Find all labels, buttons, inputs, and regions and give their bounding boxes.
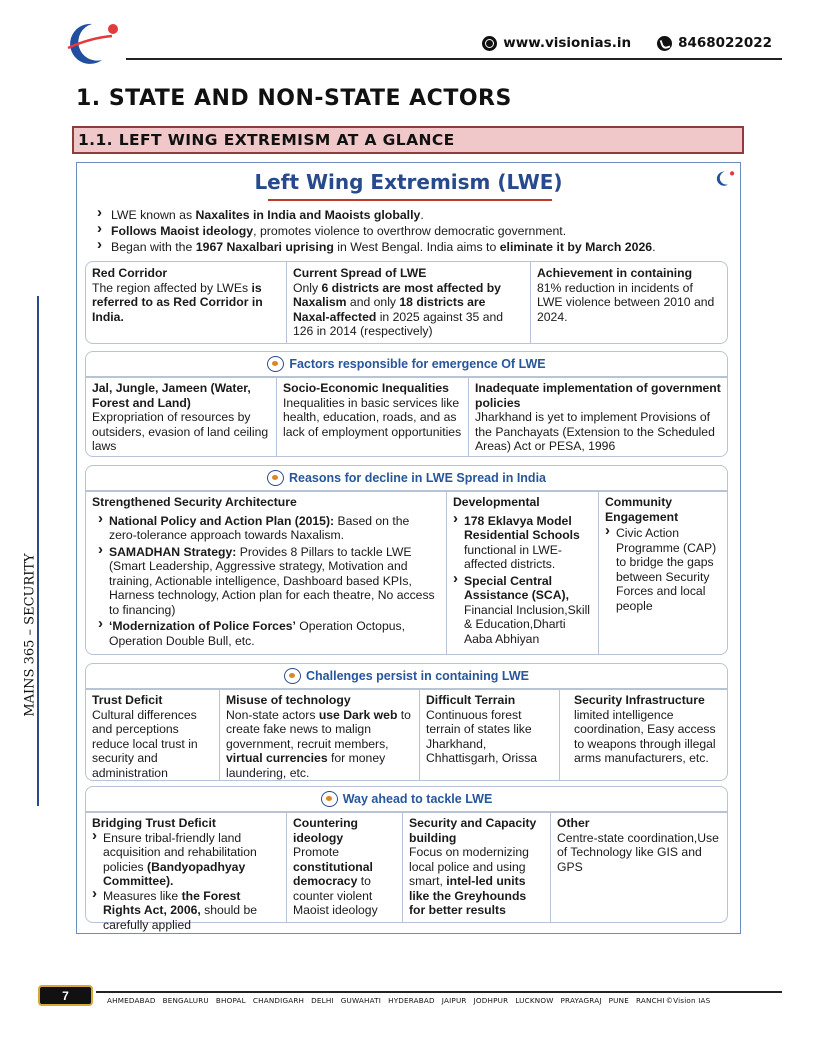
factor-card: Inadequate implementation of government policies Jharkhand is yet to implement Provisions of the Panchayats (Extension to the Scheduled Areas) Act or PESA, 1996 <box>468 377 727 456</box>
factors-box <box>85 351 728 457</box>
other-card: Other Centre-state coordination,Use of Technology like GIS and GPS <box>550 812 727 922</box>
red-corridor-card: Red Corridor The region affected by LWEs is referred to as Red Corridor in India. <box>92 266 263 324</box>
title-underline <box>268 199 552 201</box>
header-contact <box>482 35 772 51</box>
intro-bullet: › LWE known as Naxalites in India and Maoists globally. <box>97 207 656 223</box>
footer-rule <box>96 991 782 993</box>
header-rule <box>126 58 782 60</box>
difficult-terrain-card: Difficult Terrain Continuous forest terrain of states like Jharkhand, Chhattisgarh, Orissa <box>419 689 559 780</box>
countering-ideology-card: Countering ideology Promote constitutional democracy to counter violent Maoist ideology <box>286 812 402 922</box>
security-architecture-card: Strengthened Security Architecture › National Policy and Action Plan (2015): Based on the zero-tolerance approach towards Naxalism. › SAMADHAN Strategy: Provides 8 Pillars to tackle LWE (Smart Leadership, Aggressive strategy, Motivation and training, Actionable intelligence, Dashboard based KPIs, Harness technology, Action plan for each theatre, No access to financing) › ‘Modernization of Police Forces’ Operation Octopus, Operation Double Bull, etc. <box>86 491 446 654</box>
security-infrastructure-card: Security Infrastructure limited intelligence coordination, Easy access to weapons through illegal arms manufacturers, etc. <box>559 689 727 780</box>
challenge-icon <box>284 668 301 684</box>
way-ahead-heading: Way ahead to tackle LWE <box>86 787 727 811</box>
challenges-box <box>85 663 728 781</box>
factor-card: Jal, Jungle, Jameen (Water, Forest and Land) Expropriation of resources by outsiders, evasion of land ceiling laws <box>92 381 269 453</box>
side-rule <box>37 296 39 806</box>
bridging-trust-card: Bridging Trust Deficit › Ensure tribal-friendly land acquisition and rehabilitation policies (Bandyopadhyay Committee). › Measures like the Forest Rights Act, 2006, should be carefully applied <box>86 812 286 922</box>
developmental-card: Developmental › 178 Eklavya Model Residential Schools functional in LWE-affected districts. › Special Central Assistance (SCA), Financial Inclusion,Skill & Education,Dharti Aaba Abhiyan <box>446 491 598 654</box>
intro-bullet: › Follows Maoist ideology, promotes violence to overthrow democratic government. <box>97 223 656 239</box>
infographic-title: Left Wing Extremism (LWE) <box>254 170 563 194</box>
achievement-card: Achievement in containing 81% reduction in incidents of LWE violence between 2010 and 2024. <box>530 262 727 343</box>
phone-icon <box>657 36 672 51</box>
website-link[interactable]: www.visionias.in <box>503 35 632 51</box>
vision-ias-logo <box>62 18 124 66</box>
decline-heading: Reasons for decline in LWE Spread in India <box>86 466 727 490</box>
city: HYDERABAD <box>388 996 435 1005</box>
copyright: ©Vision IAS <box>665 996 711 1005</box>
city: CHANDIGARH <box>252 996 305 1005</box>
factors-heading: Factors responsible for emergence Of LWE <box>86 352 727 376</box>
side-label: MAINS 365 – SECURITY <box>22 553 38 717</box>
city: GUWAHATI <box>340 996 382 1005</box>
trust-deficit-card: Trust Deficit Cultural differences and perceptions reduce local trust in security and administration <box>92 693 198 780</box>
intro-bullet: › Began with the 1967 Naxalbari uprising in West Bengal. India aims to eliminate it by March 2026. <box>97 239 656 255</box>
city: JAIPUR <box>441 996 467 1005</box>
city: BHOPAL <box>215 996 246 1005</box>
current-spread-card: Current Spread of LWE Only 6 districts are most affected by Naxalism and only 18 districts are Naxal-affected in 2025 against 35 and 126 in 2014 (respectively) <box>286 262 530 343</box>
footer-cities <box>107 996 717 1005</box>
misuse-technology-card: Misuse of technology Non-state actors use Dark web to create fake news to malign government, recruit members, virtual currencies for money laundering, etc. <box>219 689 419 780</box>
capacity-building-card: Security and Capacity building Focus on modernizing local police and using smart, intel-led units like the Greyhounds for better results <box>402 812 550 922</box>
city: BENGALURU <box>162 996 209 1005</box>
globe-icon <box>482 36 497 51</box>
chapter-title: 1. STATE AND NON-STATE ACTORS <box>76 86 512 111</box>
climber-icon <box>321 791 338 807</box>
city: PUNE <box>608 996 629 1005</box>
way-ahead-box <box>85 786 728 932</box>
factor-card: Socio-Economic Inequalities Inequalities in basic services like health, education, roads, and as lack of employment opportunities <box>276 377 468 456</box>
city: AHMEDABAD <box>107 996 156 1005</box>
lwe-infographic <box>76 162 741 934</box>
community-engagement-card: Community Engagement › Civic Action Programme (CAP) to bridge the gaps between Security Forces and local people <box>598 491 727 654</box>
challenges-heading: Challenges persist in containing LWE <box>86 664 727 688</box>
phone-number: 8468022022 <box>678 35 772 51</box>
intro-bullets <box>97 207 656 255</box>
page-number: 7 <box>38 985 93 1006</box>
city: JODHPUR <box>473 996 509 1005</box>
presenter-icon <box>267 470 284 486</box>
facts-box <box>85 261 728 344</box>
target-icon <box>267 356 284 372</box>
city: LUCKNOW <box>515 996 554 1005</box>
city: DELHI <box>311 996 334 1005</box>
city: PRAYAGRAJ <box>560 996 602 1005</box>
section-title: 1.1. LEFT WING EXTREMISM AT A GLANCE <box>72 126 744 154</box>
city: RANCHI <box>635 996 665 1005</box>
decline-box <box>85 465 728 655</box>
